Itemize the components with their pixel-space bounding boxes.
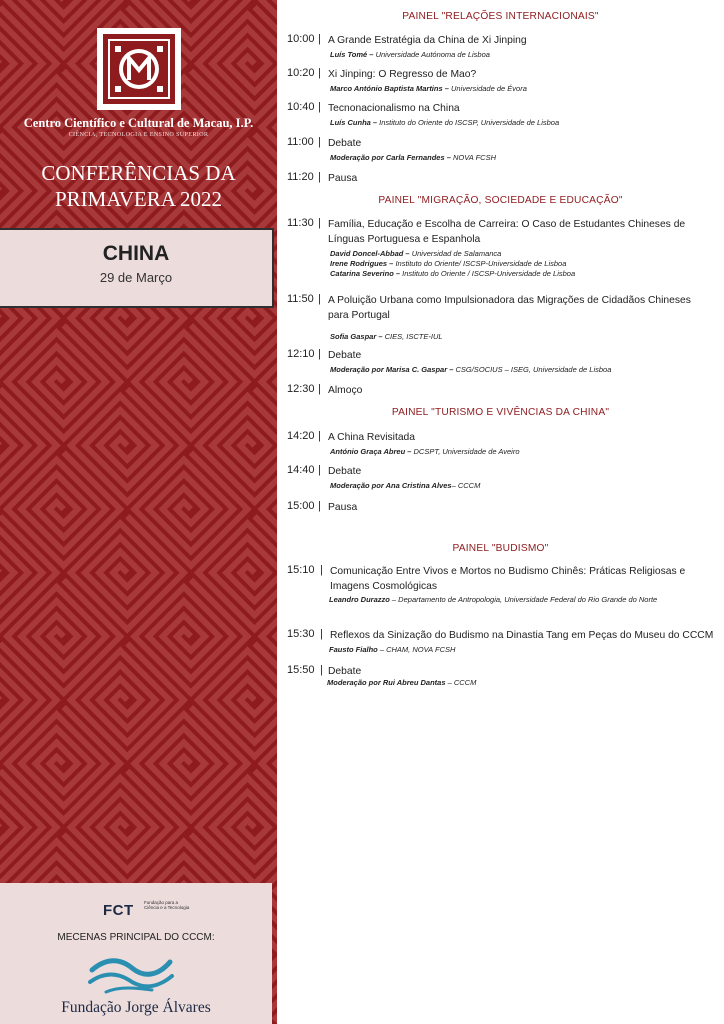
fct-logo: FCT [103,902,134,919]
item-time: 10:00 [287,33,315,45]
panel-title: PAINEL "MIGRAÇÃO, SOCIEDADE E EDUCAÇÃO" [378,195,623,206]
speaker-name: Luís Cunha – [330,118,378,127]
item-title: Almoço [328,385,363,396]
item-time: 10:40 [287,101,315,113]
item-title: Pausa [328,173,358,184]
item-title: Comunicação Entre Vivos e Mortos no Budismo Chinês: Práticas Religiosas e Imagens Cosmológicas [330,566,686,592]
speaker-name: Catarina Severino – [330,269,401,278]
speaker-affiliation: Universidade de Évora [448,84,527,93]
conference-title [0,160,277,212]
speaker [330,365,714,375]
conference-title-line2: PRIMAVERA 2022 [54,187,223,211]
speaker [330,269,714,279]
item-time: 11:50 [287,293,314,305]
separator: | [318,67,321,79]
item-title: Reflexos da Sinização do Budismo na Dinastia Tang em Peças do Museu do CCCM [330,630,714,641]
separator: | [320,664,323,676]
item-time: 11:00 [287,136,314,148]
conference-title-line1: CONFERÊNCIAS DA [41,161,236,185]
item-time: 12:10 [287,348,315,360]
item-time: 12:30 [287,383,315,395]
speaker [330,84,714,94]
fja-logo-name: Fundação Jorge Álvares [61,999,211,1016]
speaker-affiliation: – Departamento de Antropologia, Universidade Federal do Rio Grande do Norte [389,595,658,604]
center-subtitle: CIÊNCIA, TECNOLOGIA E ENSINO SUPERIOR [68,131,209,138]
speaker-name: Moderação por Ana Cristina Alves [330,481,452,490]
speaker-affiliation: DCSPT, Universidade de Aveiro [411,447,520,456]
item-time: 14:40 [287,464,315,476]
item-time: 11:30 [287,217,314,229]
speaker-name: David Doncel-Abbad – [330,249,410,258]
separator: | [318,348,321,360]
speaker [330,259,714,269]
speaker-affiliation: CSG/SOCIUS – ISEG, Universidade de Lisboa [453,365,612,374]
fct-logo-text: Fundação para a Ciência e a Tecnologia [144,900,190,910]
programme [277,0,724,1024]
separator: | [320,628,323,640]
item-title: Debate [328,138,362,149]
panel-title: PAINEL "BUDISMO" [452,543,549,554]
separator: | [318,101,321,113]
item-title: A China Revisitada [328,432,416,443]
speaker [329,645,713,655]
sponsor-box [0,883,272,1024]
panel-title: PAINEL "TURISMO E VIVÊNCIAS DA CHINA" [391,407,610,418]
separator: | [318,136,321,148]
cccm-logo [97,28,181,110]
item-title: A Grande Estratégia da China de Xi Jinping [328,35,527,46]
separator: | [318,293,321,305]
item-time: 15:50 [287,664,315,676]
item-time: 15:30 [287,628,315,640]
speaker-name: António Graça Abreu – [330,447,412,456]
speaker-affiliation: Universidad de Salamanca [409,249,502,258]
speaker-name: Moderação por Marisa C. Gaspar – [330,365,454,374]
speaker-affiliation: Instituto do Oriente/ ISCSP-Universidade de Lisboa [393,259,567,268]
topic-box [0,228,274,308]
speaker-name: Luís Tomé – [330,50,374,59]
speaker [330,118,714,128]
speaker-name: Leandro Durazzo [329,595,390,604]
left-banner [0,0,277,1024]
speaker [330,332,714,342]
event-date: 29 de Março [99,270,173,285]
speaker [330,50,714,60]
speaker [329,595,669,605]
speaker-name: Moderação por Carla Fernandes – [330,153,451,162]
separator: | [320,564,323,576]
item-time: 14:20 [287,430,315,442]
speaker-name: Fausto Fialho [329,645,378,654]
item-time: 10:20 [287,67,315,79]
fja-logo-wave-icon [86,952,176,996]
panel-title: PAINEL "RELAÇÕES INTERNACIONAIS" [402,11,599,22]
speaker [330,447,714,457]
speaker [330,481,714,491]
item-title: Família, Educação e Escolha de Carreira: O Caso de Estudantes Chineses de Línguas Portuguesa e Espanhola [328,219,686,245]
item-title: Debate [328,350,362,361]
speaker-name: Sofia Gaspar – [330,332,383,341]
speaker-name: Moderação por Rui Abreu Dantas [327,678,446,687]
speaker-affiliation: – CHAM, NOVA FCSH [377,645,456,654]
speaker-affiliation: Instituto do Oriente do ISCSP, Universidade de Lisboa [377,118,560,127]
center-name: Centro Científico e Cultural de Macau, I.P. [23,116,254,130]
speaker-affiliation: NOVA FCSH [450,153,497,162]
item-title: Debate [328,466,362,477]
separator: | [318,383,321,395]
speaker [330,249,714,259]
speaker [327,678,711,688]
speaker-name: Marco António Baptista Martins – [330,84,449,93]
item-time: 11:20 [287,171,314,183]
separator: | [318,500,321,512]
speaker-affiliation: Instituto do Oriente / ISCSP-Universidade de Lisboa [400,269,576,278]
item-time: 15:10 [287,564,315,576]
separator: | [318,430,321,442]
speaker-affiliation: CIES, ISCTE-IUL [382,332,443,341]
speaker [330,153,714,163]
separator: | [318,217,321,229]
speaker-affiliation: – CCCM [451,481,481,490]
separator: | [318,33,321,45]
item-title: Tecnonacionalismo na China [328,103,460,114]
speaker-affiliation: – CCCM [445,678,477,687]
background-pattern [0,0,277,1024]
main-sponsor-label: MECENAS PRINCIPAL DO CCCM: [57,932,215,943]
topic-title: CHINA [102,242,170,265]
item-title: Xi Jinping: O Regresso de Mao? [328,69,477,80]
speaker-affiliation: Universidade Autónoma de Lisboa [373,50,490,59]
separator: | [318,464,321,476]
item-title: Debate [328,666,362,677]
separator: | [318,171,321,183]
item-title: A Poluição Urbana como Impulsionadora das Migrações de Cidadãos Chineses para Portugal [328,295,691,321]
item-time: 15:00 [287,500,315,512]
speaker-name: Irene Rodrigues – [330,259,394,268]
item-title: Pausa [328,502,358,513]
